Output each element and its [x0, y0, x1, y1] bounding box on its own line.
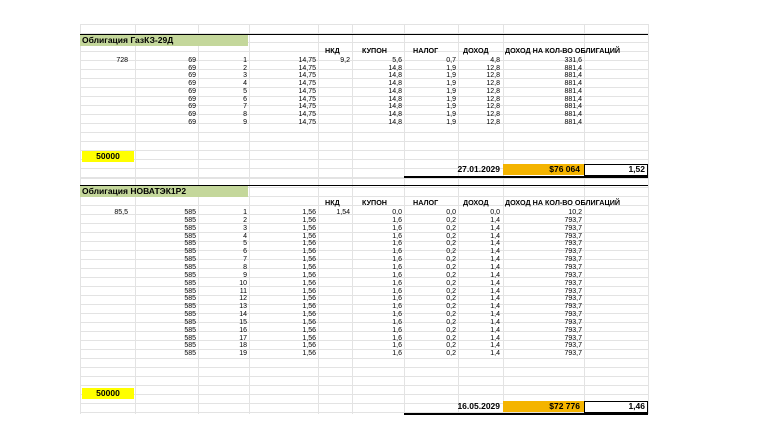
row-nalog: 0,2 — [446, 318, 456, 326]
row-nalog: 0,2 — [446, 279, 456, 287]
row-dohod: 1,4 — [490, 311, 500, 319]
row-dohod: 1,4 — [490, 350, 500, 358]
row-quantity: 585 — [184, 326, 196, 334]
row-kupon: 14,8 — [388, 110, 402, 118]
maturity-date: 27.01.2029 — [457, 164, 500, 174]
investment-amount: 50000 — [82, 388, 134, 399]
row-kupon: 1,6 — [392, 216, 402, 224]
grid-hline — [80, 150, 648, 151]
row-kupon: 1,6 — [392, 240, 402, 248]
grid-hline — [80, 178, 648, 179]
grid-vline — [584, 24, 585, 414]
row-price: 1,56 — [302, 256, 316, 264]
row-dohod-kol: 881,4 — [564, 72, 582, 80]
row-dohod-kol: 793,7 — [564, 311, 582, 319]
row-period: 10 — [239, 279, 247, 287]
row-dohod: 1,4 — [490, 287, 500, 295]
row-kupon: 1,6 — [392, 287, 402, 295]
row-kupon: 14,8 — [388, 72, 402, 80]
block-bottom-border — [404, 413, 648, 415]
row-nalog: 0,2 — [446, 350, 456, 358]
row-dohod-kol: 793,7 — [564, 295, 582, 303]
grid-vline — [648, 24, 649, 414]
row-kupon: 14,8 — [388, 64, 402, 72]
total-income: $76 064 — [503, 164, 584, 175]
row-price: 1,56 — [302, 271, 316, 279]
total-income: $72 776 — [503, 401, 584, 412]
row-dohod: 0,0 — [490, 209, 500, 216]
row-period: 2 — [243, 64, 247, 72]
row-quantity: 69 — [188, 118, 196, 126]
row-dohod: 1,4 — [490, 216, 500, 224]
row-kupon: 1,6 — [392, 326, 402, 334]
grid-hline — [80, 376, 648, 377]
row-nalog: 1,9 — [446, 118, 456, 126]
row-period: 11 — [239, 287, 247, 295]
row-quantity: 585 — [184, 303, 196, 311]
row-quantity: 69 — [188, 95, 196, 103]
row-dohod: 12,8 — [486, 110, 500, 118]
header-dohod-kol: ДОХОД НА КОЛ-ВО ОБЛИГАЦИЙ — [505, 198, 621, 207]
row-period: 4 — [243, 80, 247, 88]
row-dohod: 4,8 — [490, 57, 500, 64]
row-dohod-kol: 793,7 — [564, 216, 582, 224]
grid-hline — [80, 24, 648, 25]
row-quantity: 69 — [188, 72, 196, 80]
row-price: 1,56 — [302, 318, 316, 326]
row-kupon: 1,6 — [392, 342, 402, 350]
row-dohod-kol: 793,7 — [564, 334, 582, 342]
row-dohod: 12,8 — [486, 118, 500, 126]
grid-vline — [318, 24, 319, 414]
first-nkd: 9,2 — [340, 57, 350, 64]
row-dohod-kol: 793,7 — [564, 287, 582, 295]
row-nalog: 0,0 — [446, 209, 456, 216]
row-nalog: 0,2 — [446, 263, 456, 271]
row-dohod: 12,8 — [486, 103, 500, 111]
row-nalog: 0,2 — [446, 224, 456, 232]
row-nalog: 0,2 — [446, 334, 456, 342]
row-price: 1,56 — [302, 311, 316, 319]
row-dohod: 1,4 — [490, 334, 500, 342]
header-kupon: КУПОН — [362, 198, 387, 207]
row-price: 1,56 — [302, 303, 316, 311]
row-nalog: 0,2 — [446, 342, 456, 350]
row-quantity: 585 — [184, 350, 196, 358]
first-nkd: 1,54 — [336, 209, 350, 216]
row-nalog: 0,2 — [446, 287, 456, 295]
row-kupon: 1,6 — [392, 232, 402, 240]
grid-hline — [80, 141, 648, 142]
row-price: 1,56 — [302, 295, 316, 303]
row-dohod: 1,4 — [490, 342, 500, 350]
row-kupon: 5,6 — [392, 57, 402, 64]
grid-hline — [80, 367, 648, 368]
row-nalog: 1,9 — [446, 110, 456, 118]
row-dohod: 1,4 — [490, 263, 500, 271]
row-nalog: 0,2 — [446, 271, 456, 279]
row-period: 3 — [243, 72, 247, 80]
row-kupon: 1,6 — [392, 318, 402, 326]
row-kupon: 1,6 — [392, 224, 402, 232]
grid-vline — [503, 24, 504, 414]
row-nalog: 0,2 — [446, 216, 456, 224]
row-kupon: 1,6 — [392, 334, 402, 342]
row-period: 5 — [243, 87, 247, 95]
grid-hline — [80, 394, 648, 395]
row-dohod-kol: 881,4 — [564, 95, 582, 103]
row-dohod-kol: 881,4 — [564, 118, 582, 126]
row-dohod: 1,4 — [490, 295, 500, 303]
row-price: 14,75 — [298, 64, 316, 72]
grid-hline — [80, 385, 648, 386]
first-value: 85,5 — [114, 209, 128, 216]
row-period: 13 — [239, 303, 247, 311]
row-kupon: 1,6 — [392, 263, 402, 271]
row-nalog: 1,9 — [446, 87, 456, 95]
row-period: 4 — [243, 232, 247, 240]
row-dohod-kol: 793,7 — [564, 263, 582, 271]
row-period: 19 — [239, 350, 247, 358]
row-quantity: 585 — [184, 311, 196, 319]
row-nalog: 0,2 — [446, 303, 456, 311]
row-dohod-kol: 793,7 — [564, 303, 582, 311]
row-quantity: 585 — [184, 342, 196, 350]
row-nalog: 0,2 — [446, 240, 456, 248]
row-nalog: 0,2 — [446, 232, 456, 240]
row-dohod-kol: 793,7 — [564, 240, 582, 248]
row-price: 14,75 — [298, 95, 316, 103]
row-kupon: 0,0 — [392, 209, 402, 216]
row-period: 8 — [243, 263, 247, 271]
header-nkd: НКД — [325, 198, 340, 207]
row-price: 1,56 — [302, 209, 316, 216]
row-quantity: 585 — [184, 263, 196, 271]
row-price: 1,56 — [302, 263, 316, 271]
row-price: 1,56 — [302, 350, 316, 358]
row-quantity: 585 — [184, 224, 196, 232]
row-period: 5 — [243, 240, 247, 248]
row-quantity: 585 — [184, 334, 196, 342]
row-dohod: 1,4 — [490, 318, 500, 326]
row-nalog: 0,2 — [446, 295, 456, 303]
row-dohod-kol: 881,4 — [564, 87, 582, 95]
row-kupon: 1,6 — [392, 350, 402, 358]
grid-hline — [80, 159, 648, 160]
row-dohod-kol: 793,7 — [564, 224, 582, 232]
row-quantity: 69 — [188, 64, 196, 72]
row-kupon: 1,6 — [392, 279, 402, 287]
grid-hline — [80, 132, 648, 133]
row-price: 1,56 — [302, 224, 316, 232]
row-nalog: 0,2 — [446, 256, 456, 264]
row-dohod-kol: 881,4 — [564, 80, 582, 88]
row-dohod: 1,4 — [490, 303, 500, 311]
row-period: 2 — [243, 216, 247, 224]
row-quantity: 585 — [184, 232, 196, 240]
row-dohod: 1,4 — [490, 326, 500, 334]
row-kupon: 14,8 — [388, 87, 402, 95]
row-kupon: 1,6 — [392, 271, 402, 279]
bond-title: Облигация НОВАТЭК1Р2 — [80, 186, 248, 197]
row-quantity: 69 — [188, 110, 196, 118]
row-price: 14,75 — [298, 72, 316, 80]
row-nalog: 0,2 — [446, 311, 456, 319]
row-quantity: 69 — [188, 57, 196, 64]
row-dohod: 1,4 — [490, 240, 500, 248]
row-price: 1,56 — [302, 232, 316, 240]
row-period: 18 — [239, 342, 247, 350]
row-dohod: 12,8 — [486, 87, 500, 95]
header-nalog: НАЛОГ — [413, 198, 439, 207]
row-period: 6 — [243, 248, 247, 256]
row-dohod: 12,8 — [486, 95, 500, 103]
row-kupon: 1,6 — [392, 303, 402, 311]
grid-vline — [135, 24, 136, 414]
row-dohod-kol: 793,7 — [564, 326, 582, 334]
grid-vline — [404, 24, 405, 414]
row-price: 14,75 — [298, 80, 316, 88]
row-quantity: 585 — [184, 287, 196, 295]
row-period: 15 — [239, 318, 247, 326]
row-kupon: 14,8 — [388, 103, 402, 111]
row-nalog: 0,2 — [446, 248, 456, 256]
row-price: 14,75 — [298, 87, 316, 95]
row-dohod-kol: 793,7 — [564, 342, 582, 350]
row-dohod: 1,4 — [490, 224, 500, 232]
row-dohod-kol: 881,4 — [564, 103, 582, 111]
row-period: 6 — [243, 95, 247, 103]
row-period: 16 — [239, 326, 247, 334]
row-dohod-kol: 793,7 — [564, 271, 582, 279]
row-dohod-kol: 331,6 — [564, 57, 582, 64]
row-dohod-kol: 793,7 — [564, 232, 582, 240]
row-price: 1,56 — [302, 279, 316, 287]
row-period: 1 — [243, 57, 247, 64]
row-dohod: 1,4 — [490, 256, 500, 264]
bond-title: Облигация ГазКЗ-29Д — [80, 35, 248, 46]
row-period: 7 — [243, 103, 247, 111]
row-dohod-kol: 793,7 — [564, 279, 582, 287]
row-quantity: 585 — [184, 279, 196, 287]
row-kupon: 1,6 — [392, 248, 402, 256]
row-period: 17 — [239, 334, 247, 342]
row-dohod: 1,4 — [490, 279, 500, 287]
row-nalog: 0,2 — [446, 326, 456, 334]
row-quantity: 69 — [188, 87, 196, 95]
row-nalog: 1,9 — [446, 103, 456, 111]
row-kupon: 1,6 — [392, 311, 402, 319]
row-kupon: 1,6 — [392, 256, 402, 264]
row-dohod-kol: 881,4 — [564, 110, 582, 118]
row-dohod-kol: 881,4 — [564, 64, 582, 72]
header-dohod: ДОХОД — [463, 198, 489, 207]
header-nalog: НАЛОГ — [413, 46, 439, 55]
row-nalog: 0,7 — [446, 57, 456, 64]
row-quantity: 69 — [188, 103, 196, 111]
row-kupon: 14,8 — [388, 80, 402, 88]
row-nalog: 1,9 — [446, 80, 456, 88]
row-quantity: 585 — [184, 318, 196, 326]
row-period: 9 — [243, 271, 247, 279]
row-dohod: 12,8 — [486, 64, 500, 72]
row-dohod: 12,8 — [486, 80, 500, 88]
first-value: 728 — [116, 57, 128, 64]
row-period: 14 — [239, 311, 247, 319]
row-kupon: 14,8 — [388, 95, 402, 103]
row-price: 14,75 — [298, 118, 316, 126]
row-nalog: 1,9 — [446, 72, 456, 80]
row-quantity: 585 — [184, 216, 196, 224]
income-ratio: 1,46 — [584, 401, 648, 413]
row-quantity: 585 — [184, 209, 196, 216]
row-price: 14,75 — [298, 110, 316, 118]
header-kupon: КУПОН — [362, 46, 387, 55]
row-quantity: 585 — [184, 240, 196, 248]
row-quantity: 69 — [188, 80, 196, 88]
row-period: 1 — [243, 209, 247, 216]
row-quantity: 585 — [184, 256, 196, 264]
row-dohod: 12,8 — [486, 72, 500, 80]
row-dohod: 1,4 — [490, 271, 500, 279]
maturity-date: 16.05.2029 — [457, 401, 500, 411]
row-period: 8 — [243, 110, 247, 118]
income-ratio: 1,52 — [584, 164, 648, 176]
row-period: 7 — [243, 256, 247, 264]
row-price: 1,56 — [302, 287, 316, 295]
grid-vline — [80, 24, 81, 414]
row-kupon: 14,8 — [388, 118, 402, 126]
row-dohod: 1,4 — [490, 248, 500, 256]
row-period: 3 — [243, 224, 247, 232]
header-dohod: ДОХОД — [463, 46, 489, 55]
row-period: 12 — [239, 295, 247, 303]
header-dohod-kol: ДОХОД НА КОЛ-ВО ОБЛИГАЦИЙ — [505, 46, 621, 55]
row-price: 14,75 — [298, 103, 316, 111]
row-dohod-kol: 793,7 — [564, 350, 582, 358]
row-dohod-kol: 793,7 — [564, 248, 582, 256]
row-price: 1,56 — [302, 248, 316, 256]
row-price: 1,56 — [302, 216, 316, 224]
grid-vline — [249, 24, 250, 414]
row-price: 1,56 — [302, 326, 316, 334]
row-price: 1,56 — [302, 334, 316, 342]
row-dohod-kol: 10,2 — [568, 209, 582, 216]
investment-amount: 50000 — [82, 151, 134, 162]
row-price: 1,56 — [302, 240, 316, 248]
header-nkd: НКД — [325, 46, 340, 55]
row-quantity: 585 — [184, 248, 196, 256]
row-quantity: 585 — [184, 271, 196, 279]
row-price: 1,56 — [302, 342, 316, 350]
row-dohod-kol: 793,7 — [564, 256, 582, 264]
row-nalog: 1,9 — [446, 95, 456, 103]
row-quantity: 585 — [184, 295, 196, 303]
row-price: 14,75 — [298, 57, 316, 64]
row-dohod-kol: 793,7 — [564, 318, 582, 326]
row-nalog: 1,9 — [446, 64, 456, 72]
row-dohod: 1,4 — [490, 232, 500, 240]
row-kupon: 1,6 — [392, 295, 402, 303]
row-period: 9 — [243, 118, 247, 126]
